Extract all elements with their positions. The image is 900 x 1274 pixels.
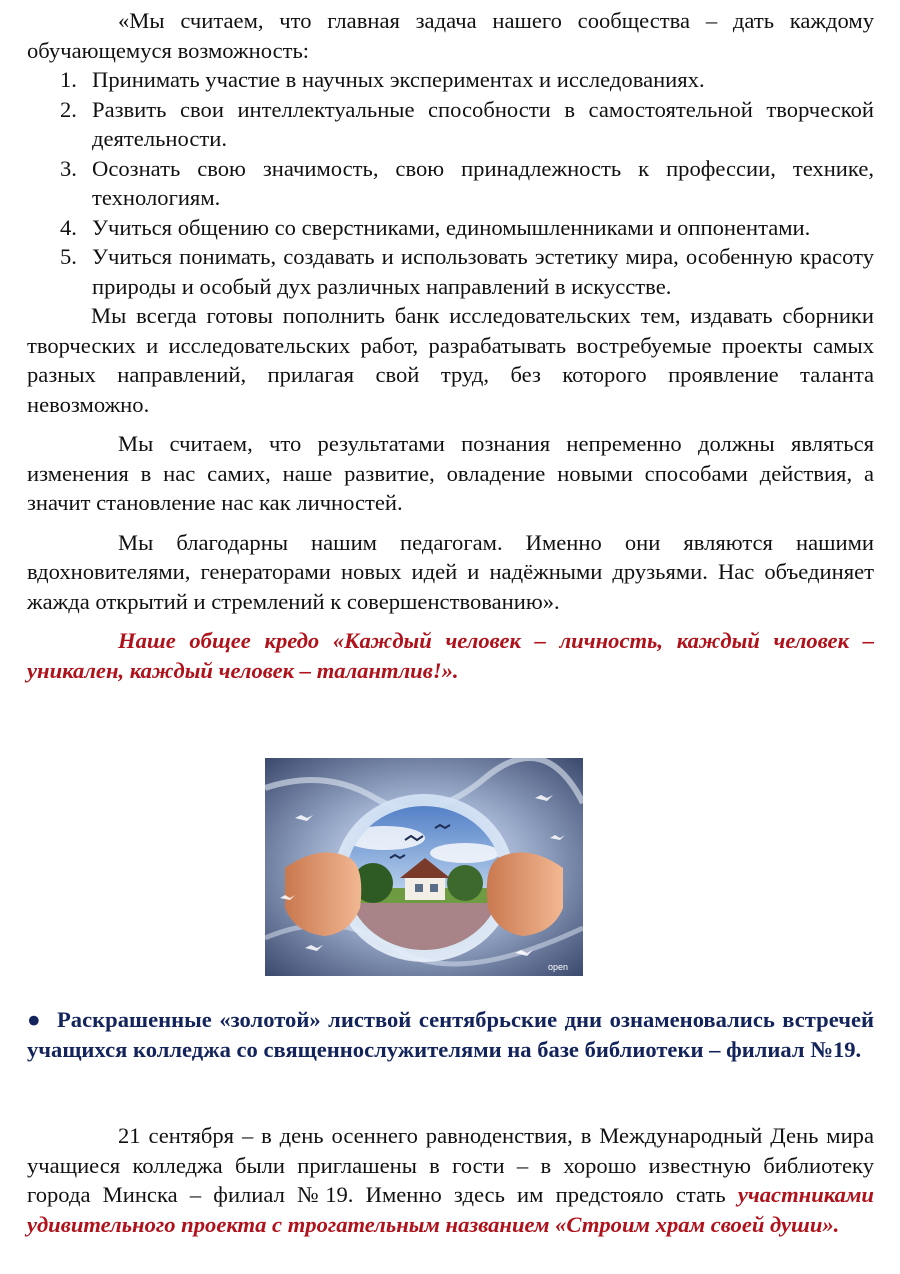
image-watermark: open <box>548 962 569 972</box>
intro-paragraph: «Мы считаем, что главная задача нашего сообщества – дать каждому обучающемуся возможность: <box>27 8 874 63</box>
bank-paragraph: Мы всегда готовы пополнить банк исследовательских тем, издавать сборники творческих и исследовательских работ, разрабатывать востребуемые проекты самых разных направлений, прилагая свой труд, без которого проявление таланта невозможно. <box>27 303 874 417</box>
list-item: 4. Учиться общению со сверстниками, единомышленниками и оппонентами. <box>60 214 811 240</box>
event-heading <box>27 1005 874 1064</box>
list-item: 5. Учиться понимать, создавать и использовать эстетику мира, особенную красоту природы и особый дух различных направлений в искусстве. <box>60 244 874 299</box>
results-paragraph: Мы считаем, что результатами познания непременно должны являться изменения в нас самих, наше развитие, овладение новыми способами действия, а значит становление нас как личностей. <box>27 431 874 515</box>
list-item: 1. Принимать участие в научных экспериментах и исследованиях. <box>60 67 705 92</box>
document-body <box>27 6 874 685</box>
list-item: 2. Развить свои интеллектуальные способности в самостоятельной творческой деятельности. <box>60 96 874 151</box>
credo-quote: Наше общее кредо «Каждый человек – личность, каждый человек – уникален, каждый человек – талантлив!». <box>27 628 874 683</box>
event-heading-text: Раскрашенные «золотой» листвой сентябрьские дни ознаменовались встречей учащихся колледжа со священнослужителями на базе библиотеки – филиал №19. <box>27 1007 874 1062</box>
bullet-icon: ● <box>27 1007 41 1032</box>
event-description <box>27 1121 874 1239</box>
list-item: 3. Осознать свою значимость, свою принадлежность к профессии, технике, технологиям. <box>60 155 874 210</box>
hands-globe-illustration <box>265 758 583 976</box>
thanks-paragraph: Мы благодарны нашим педагогам. Именно они являются нашими вдохновителями, генераторами новых идей и надёжными друзьями. Нас объединяет жажда открытий и стремлений к совершенствованию». <box>27 529 874 614</box>
project-name-highlight: участниками удивительного проекта с трогательным названием «Строим храм своей души». <box>27 1182 874 1237</box>
opportunities-list <box>27 65 874 301</box>
event-description-text: 21 сентября – в день осеннего равноденствия, в Международный День мира учащиеся колледжа были приглашены в гости – в хорошо известную библиотеку города Минска – филиал №19. Именно здесь им предстояло стать <box>27 1123 874 1207</box>
